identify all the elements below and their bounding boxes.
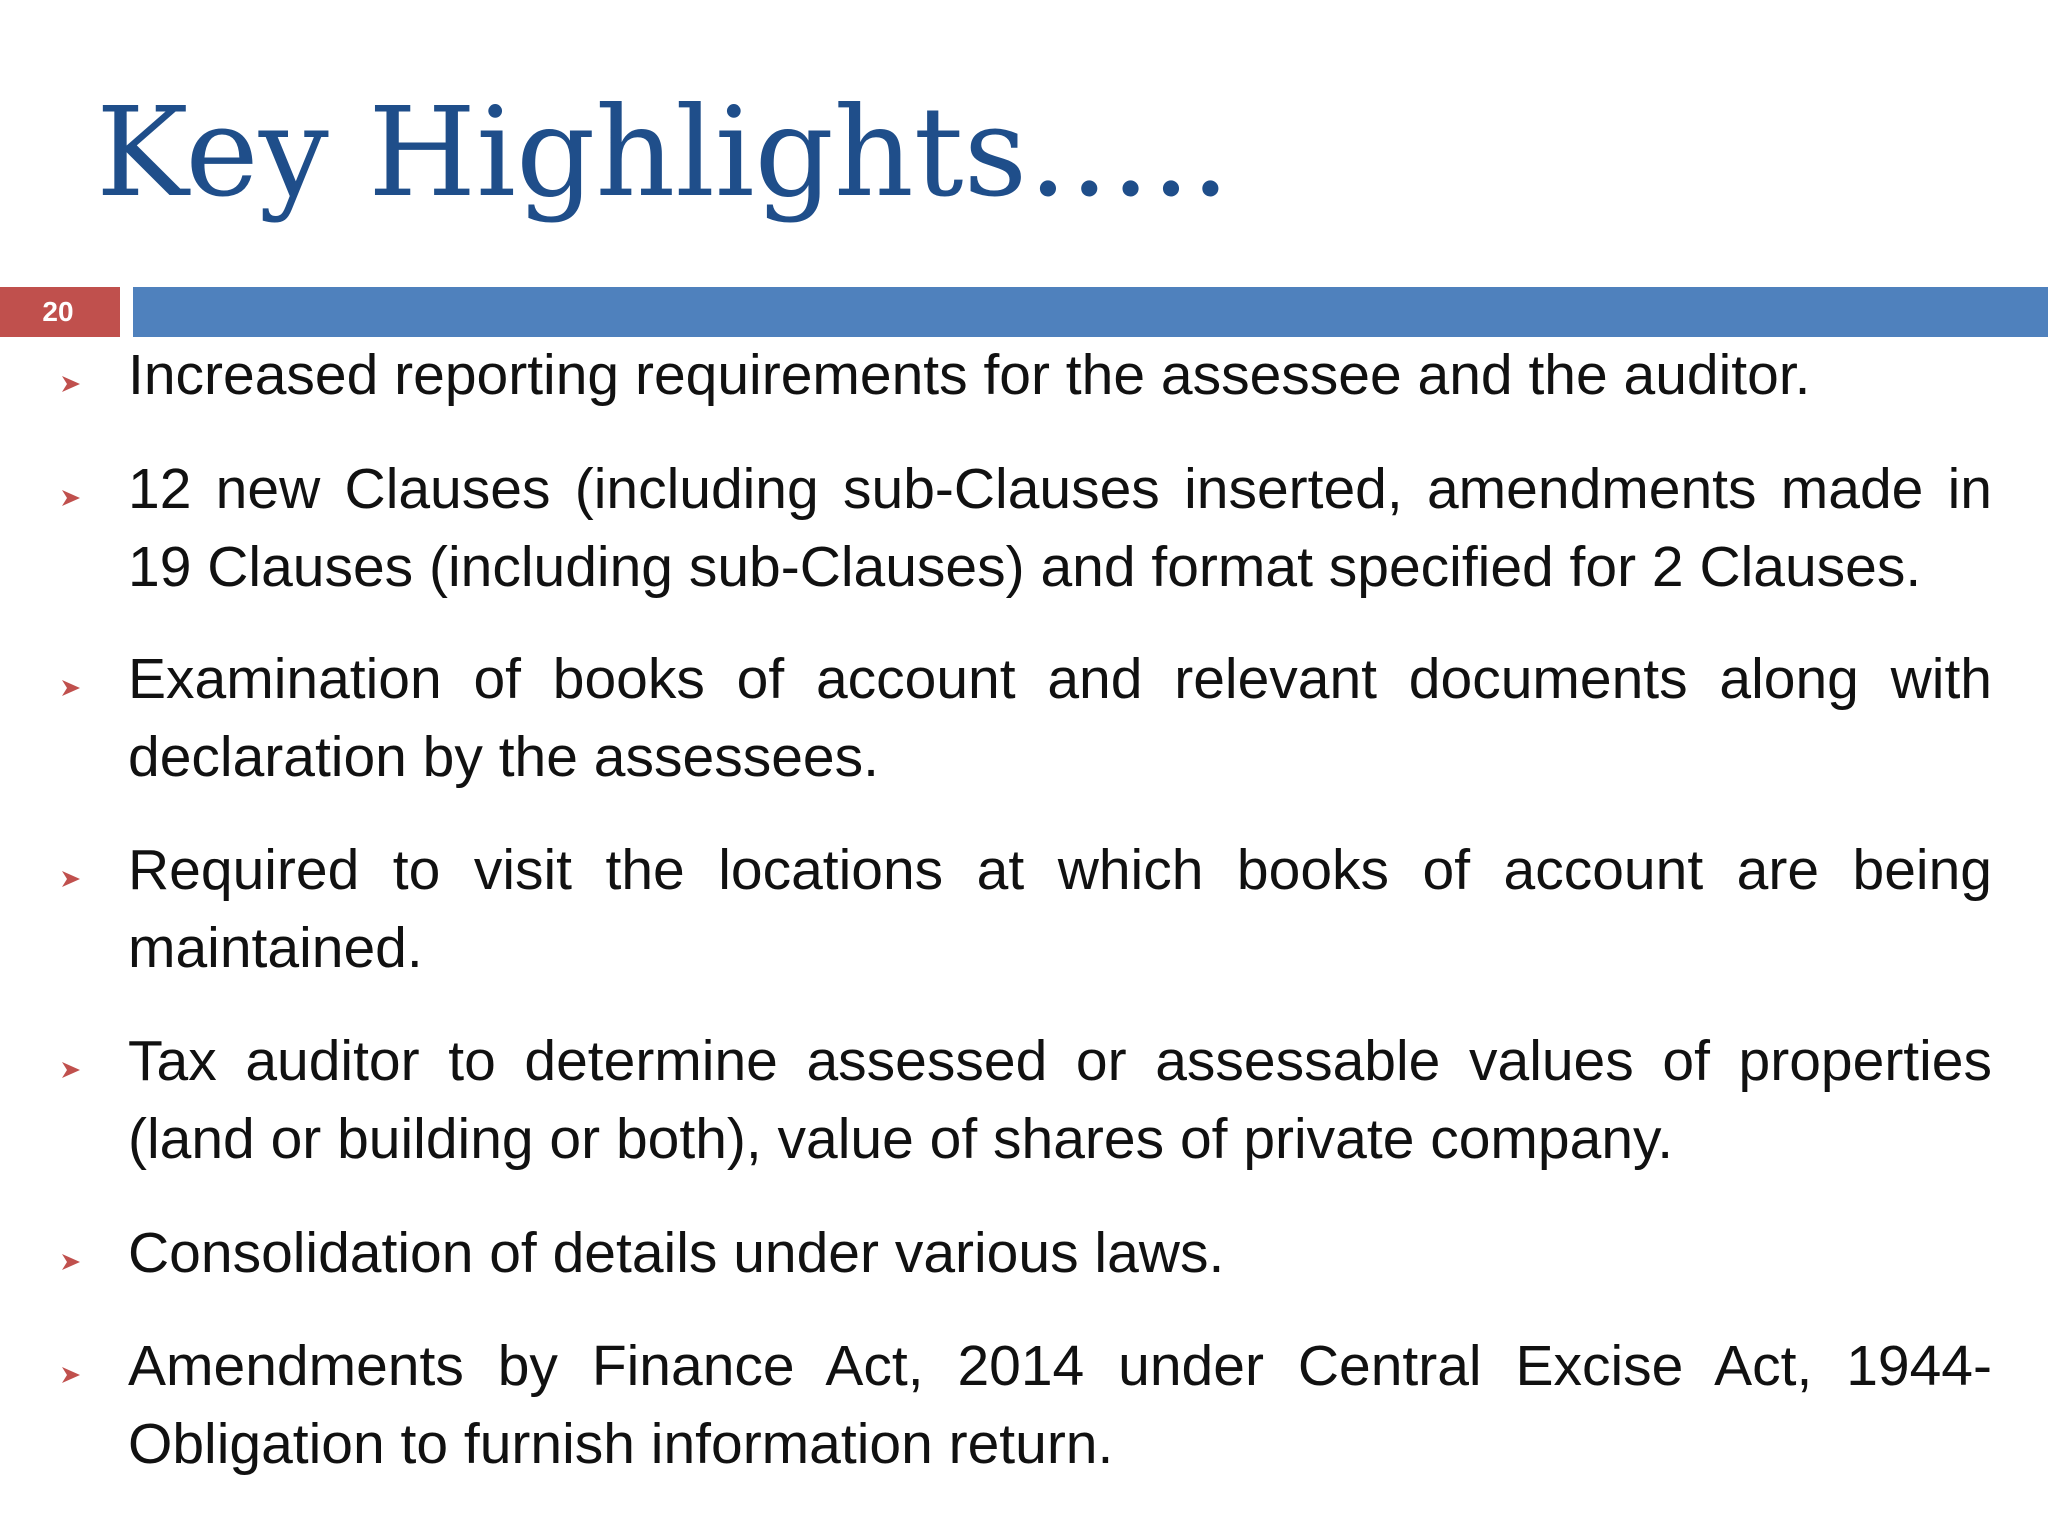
bullet-text: Tax auditor to determine assessed or assessable values of properties (land or building or both), value of shares of private company. <box>128 1029 1992 1171</box>
slide-number-badge <box>0 287 120 337</box>
arrow-bullet-icon <box>56 369 86 399</box>
slide-number: 20 <box>42 296 74 327</box>
arrow-bullet-icon <box>56 483 86 513</box>
bullet-text: 12 new Clauses (including sub-Clauses inserted, amendments made in 19 Clauses (including sub-Clauses) and format specified for 2 Clauses. <box>128 457 1992 599</box>
arrow-bullet-icon <box>56 1247 86 1277</box>
arrow-bullet-icon <box>56 864 86 894</box>
bullet-text: Examination of books of account and relevant documents along with declaration by the assessees. <box>128 647 1992 789</box>
bullet-text: Consolidation of details under various laws. <box>128 1221 1225 1285</box>
bullet-text: Increased reporting requirements for the assessee and the auditor. <box>128 343 1811 407</box>
arrow-bullet-icon <box>56 1360 86 1390</box>
arrow-bullet-icon <box>56 1055 86 1085</box>
header-divider-bar <box>133 287 2048 337</box>
bullet-text: Required to visit the locations at which books of account are being maintained. <box>128 838 1992 980</box>
bullet-text: Amendments by Finance Act, 2014 under Central Excise Act, 1944- Obligation to furnish information return. <box>128 1334 1992 1476</box>
slide-title: Key Highlights….. <box>96 81 1231 225</box>
arrow-bullet-icon <box>56 673 86 703</box>
